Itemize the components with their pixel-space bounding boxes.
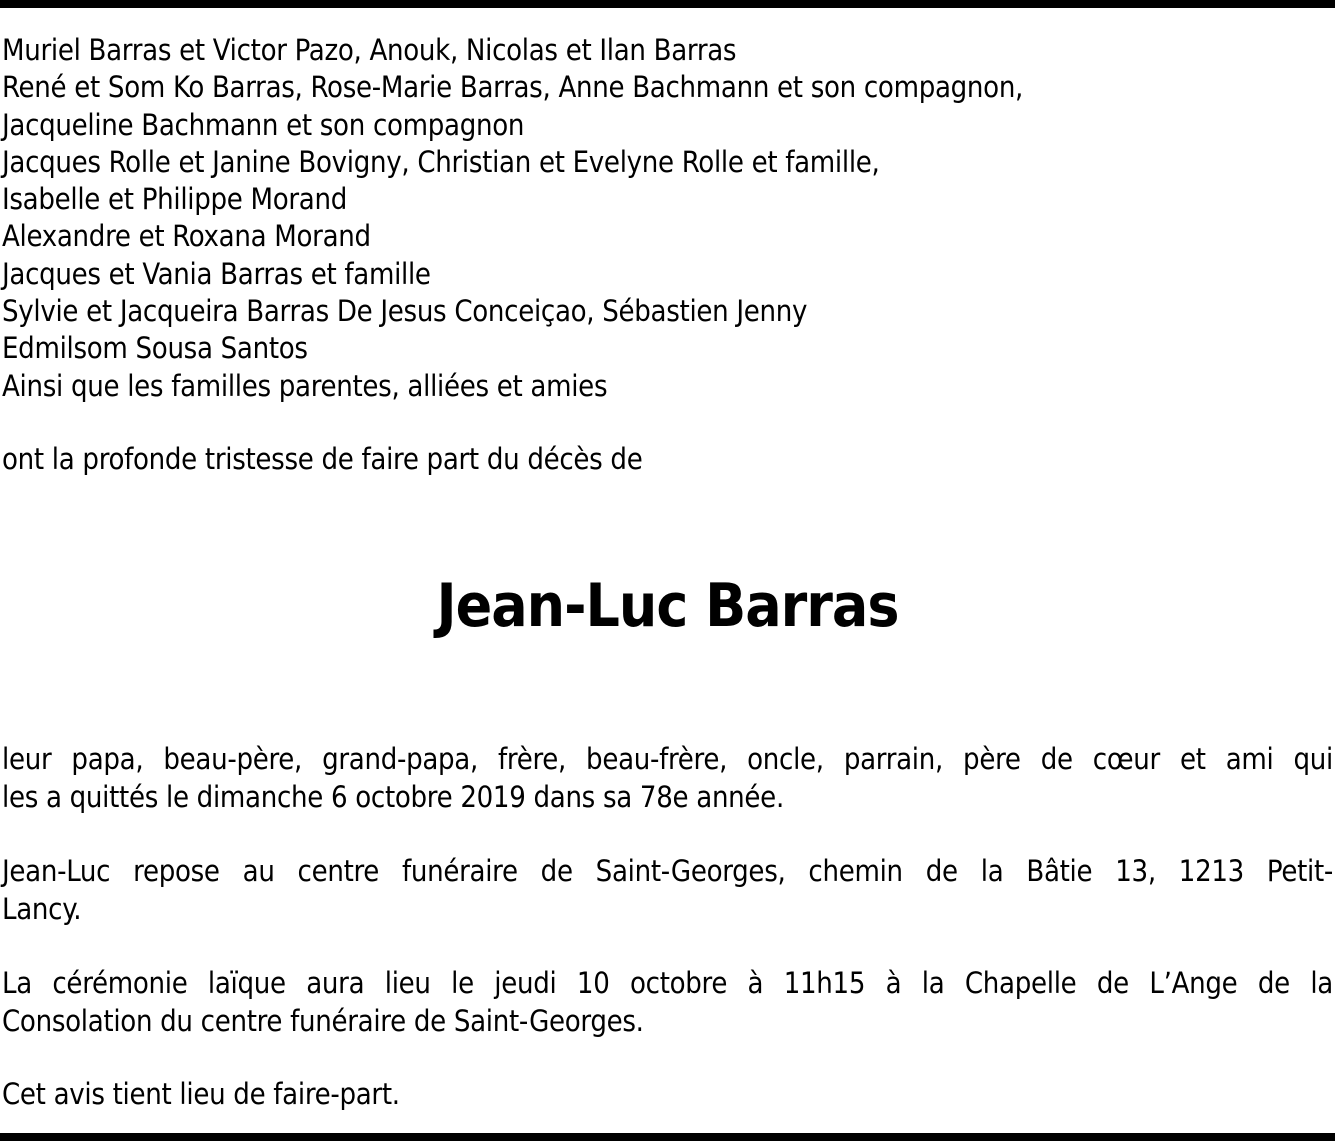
top-border-rule: [0, 0, 1335, 8]
notice-paragraph: [2, 1076, 1333, 1114]
family-line: René et Som Ko Barras, Rose-Marie Barras, Anne Bachmann et son compagnon,: [2, 70, 1024, 105]
paragraph-line: Lancy.: [2, 891, 82, 926]
deceased-name: Jean-Luc Barras: [436, 571, 899, 641]
location-paragraph: [2, 853, 1333, 928]
family-line: Jacques et Vania Barras et famille: [2, 256, 431, 291]
paragraph-line: les a quittés le dimanche 6 octobre 2019 dans sa 78e année.: [2, 779, 784, 814]
paragraph-line: Cet avis tient lieu de faire-part.: [2, 1077, 400, 1111]
paragraph-line: leur papa, beau-père, grand-papa, frère, beau-frère, oncle, parrain, père de cœur et ami qui: [2, 742, 1333, 776]
family-line: Ainsi que les familles parentes, alliées et amies: [2, 368, 608, 403]
family-line: Alexandre et Roxana Morand: [2, 219, 371, 254]
family-members-list: [2, 32, 1332, 405]
paragraph-line: La cérémonie laïque aura lieu le jeudi 10 octobre à 11h15 à la Chapelle de L’Ange de la: [2, 966, 1333, 1000]
paragraph-line: Consolation du centre funéraire de Saint-Georges.: [2, 1003, 644, 1038]
bottom-border-rule: [0, 1133, 1335, 1141]
family-line: Isabelle et Philippe Morand: [2, 182, 347, 217]
family-line: Muriel Barras et Victor Pazo, Anouk, Nicolas et Ilan Barras: [2, 33, 737, 67]
relation-paragraph: [2, 741, 1333, 816]
family-line: Sylvie et Jacqueira Barras De Jesus Conceiçao, Sébastien Jenny: [2, 294, 808, 329]
family-line: Jacqueline Bachmann et son compagnon: [2, 107, 525, 142]
family-line: Edmilsom Sousa Santos: [2, 331, 308, 366]
family-line: Jacques Rolle et Janine Bovigny, Christian et Evelyne Rolle et famille,: [2, 144, 880, 179]
ceremony-paragraph: [2, 965, 1333, 1040]
paragraph-line: Jean-Luc repose au centre funéraire de Saint-Georges, chemin de la Bâtie 13, 1213 Petit-: [2, 854, 1333, 888]
announcement-intro: ont la profonde tristesse de faire part du décès de: [2, 442, 643, 476]
